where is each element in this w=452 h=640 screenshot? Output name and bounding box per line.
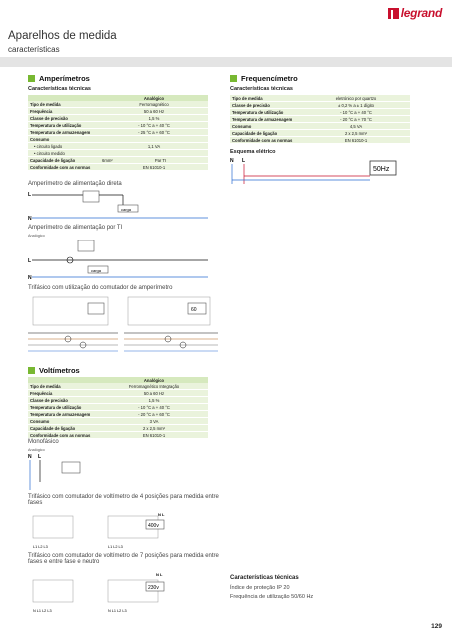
ammeter-table: Analógico Tipo de medida Ferromagnético Frequência 50 a 60 Hz Classe de precisão 1,5 % Temperatura de utilização - 10 °C a + 40 °C Temperatura de armazenagem - 25 °C a + 60 °C Consumo • circuito ligado 1,1 VA • circuito medido Capacidade de ligação 6mm² Par TI Conformidade com as normas EN 61010-1 (28, 95, 208, 171)
freq-table: Tipo de medida eletrónico por quartzo Classe de precisão ± 0,2 % a ± 1 dígito Temperatura de utilização - 10 °C a + 40 °C Temperatura de armazenagem - 20 °C a + 70 °C Consumo 4,5 VA Capacidade de ligação 2 x 2,5 mm² Conformidade com as normas EN 61010-1 (230, 95, 410, 144)
caption-7pos: Trifásico com comutador de voltímetro de 7 posições para medida entre fases e entre fase e neutro (28, 553, 219, 565)
caption-direct: Amperímetro de alimentação direta (28, 181, 122, 187)
svg-text:N: N (28, 454, 32, 460)
freq-heading: Frequencímetro (230, 74, 298, 83)
svg-text:carga: carga (91, 268, 102, 273)
diagram-freq (230, 156, 410, 186)
brand-logo (388, 6, 442, 20)
svg-text:L: L (38, 454, 42, 460)
page-subtitle: características (8, 45, 60, 54)
ammeter-tech-title: Características técnicas (28, 86, 91, 92)
page-number: 129 (431, 623, 442, 630)
svg-text:50Hz: 50Hz (373, 166, 390, 173)
freq-tech-title: Características técnicas (230, 86, 293, 92)
svg-text:L: L (242, 158, 246, 164)
caption-tri: Trifásico com utilização do comutador de amperímetro (28, 285, 173, 291)
diagram-7pos (28, 570, 218, 616)
svg-text:L1 L2 L3: L1 L2 L3 (108, 545, 123, 549)
caption-ti: Amperímetro de alimentação por TI (28, 225, 123, 231)
svg-text:N: N (230, 158, 234, 164)
caption-ti-sub: Analógico (28, 234, 45, 238)
diagram-tri (28, 293, 218, 358)
freq-esquema: Esquema elétrico (230, 149, 276, 155)
green-square-icon (230, 75, 237, 82)
diagram-mono (28, 452, 108, 492)
svg-text:L1 L2 L3: L1 L2 L3 (33, 545, 48, 549)
diagram-4pos (28, 510, 218, 550)
svg-text:60: 60 (191, 307, 197, 313)
svg-text:N: N (28, 216, 32, 222)
svg-text:N L1 L2 L3: N L1 L2 L3 (108, 609, 127, 613)
ip-index: Índice de proteção IP 20 (230, 585, 290, 591)
svg-text:L: L (28, 258, 32, 264)
legrand-logo-icon (388, 8, 399, 19)
svg-text:L: L (28, 192, 32, 198)
svg-text:400v: 400v (148, 523, 159, 529)
svg-text:N L: N L (158, 512, 165, 517)
svg-text:carga: carga (121, 207, 132, 212)
brand-name: legrand (400, 6, 442, 20)
right-bottom-title: Características técnicas (230, 575, 299, 581)
page-title: Aparelhos de medida (8, 30, 117, 42)
diagram-direct (28, 190, 218, 222)
green-square-icon (28, 367, 35, 374)
svg-text:N L: N L (156, 572, 163, 577)
green-square-icon (28, 75, 35, 82)
volt-heading: Voltímetros (28, 366, 80, 375)
svg-text:N: N (28, 275, 32, 280)
ammeter-heading: Amperímetros (28, 74, 90, 83)
usage-frequency: Frequência de utilização 50/60 Hz (230, 594, 314, 600)
caption-mono-sub: Analógico (28, 448, 45, 452)
svg-text:N L1 L2 L3: N L1 L2 L3 (33, 609, 52, 613)
caption-4pos: Trifásico com comutador de voltímetro de 4 posições para medida entre fases (28, 494, 219, 506)
diagram-ti (28, 240, 218, 280)
header-band (0, 57, 452, 67)
volt-table: Analógico Tipo de medida Ferromagnético Integração Frequência 50 a 60 Hz Classe de precisão 1,5 % Temperatura de utilização - 10 °C a + 40 °C Temperatura de armazenagem - 20 °C a + 60 °C Consumo 3 VA Capacidade de ligação 2 x 2,5 mm² Conformidade com as normas EN 61010-1 (28, 377, 208, 439)
caption-mono: Monofásico (28, 439, 59, 445)
svg-text:230v: 230v (148, 585, 159, 591)
